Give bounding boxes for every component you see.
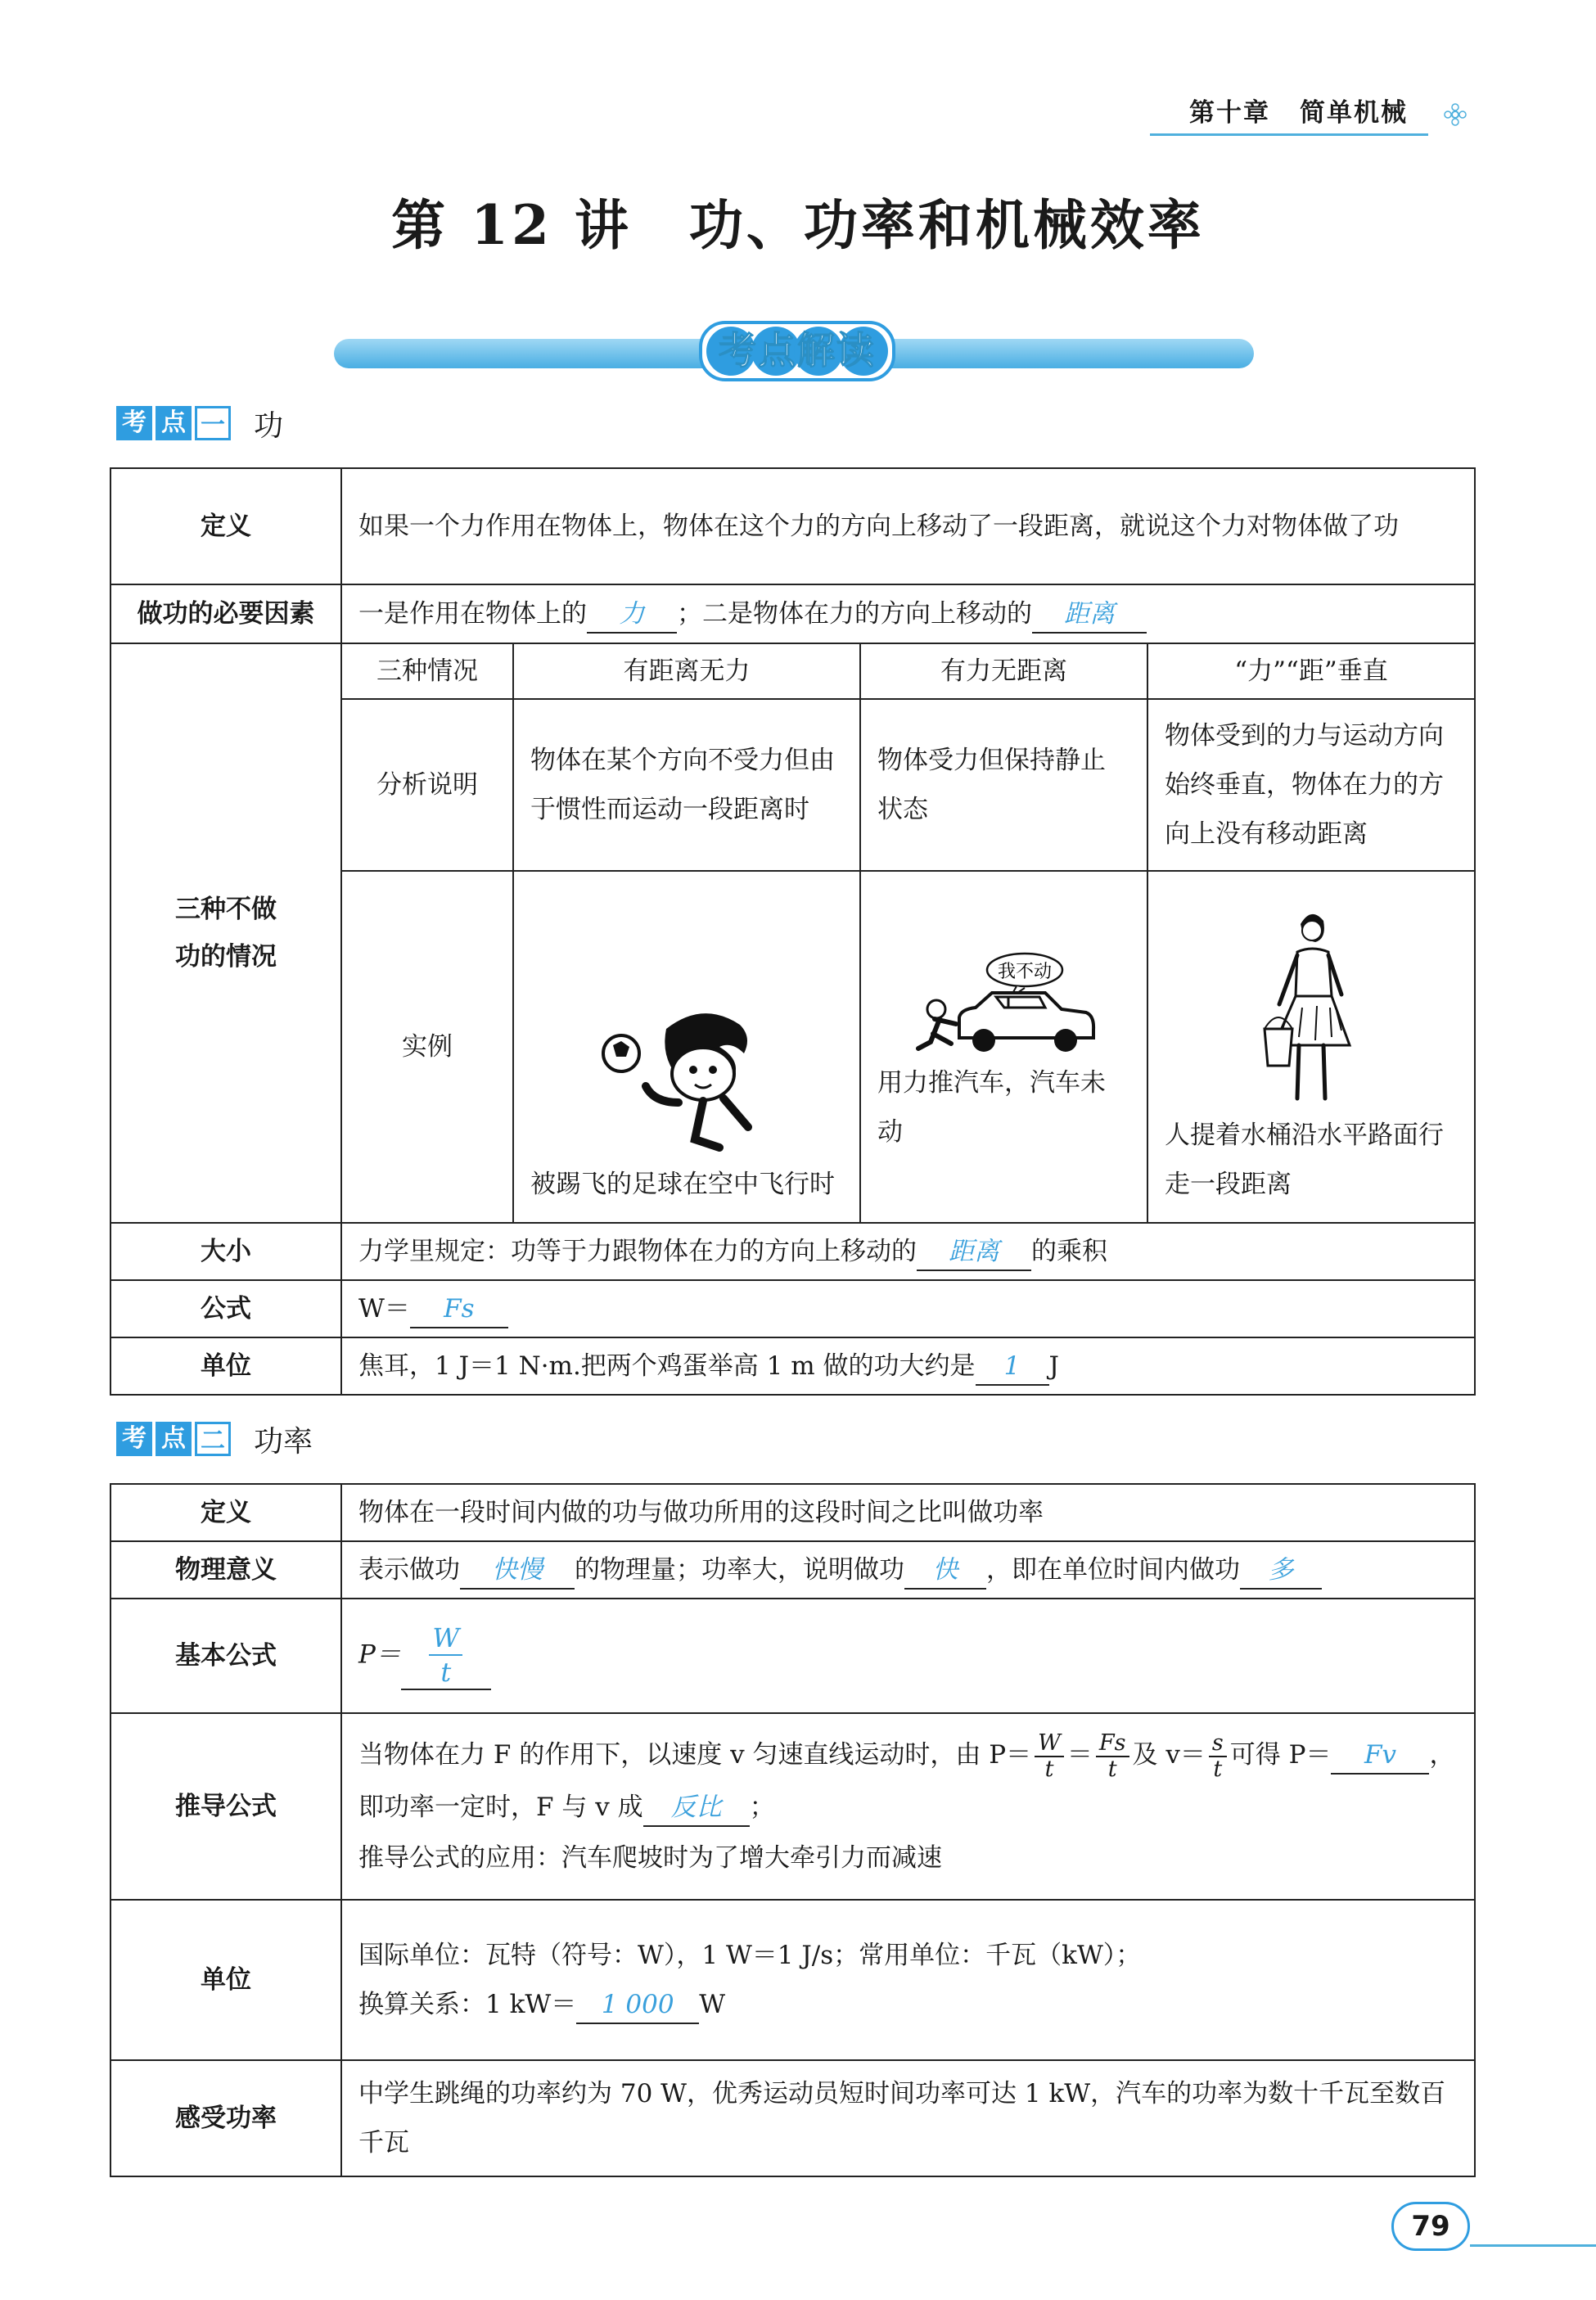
answer-blank-more: 多 <box>1240 1552 1322 1590</box>
basic-fraction <box>429 1621 462 1689</box>
answer-blank-speed: 快慢 <box>460 1552 575 1590</box>
answer-blank-inverse: 反比 <box>643 1789 750 1827</box>
example-3 <box>1147 871 1475 1223</box>
unit-line-2: 换算关系：1 kW＝ <box>358 1990 577 2019</box>
factors-text-1: 一是作用在物体上的 <box>358 599 587 629</box>
answer-blank-formula: Fs <box>410 1291 508 1328</box>
answer-blank-size: 距离 <box>917 1233 1031 1271</box>
example-1 <box>513 871 860 1223</box>
factors-cell <box>341 584 1475 643</box>
derive-line2-end: ； <box>749 1792 775 1822</box>
table-row <box>110 1599 1475 1713</box>
kicked-football-icon <box>588 1004 785 1160</box>
work-table <box>110 467 1476 1396</box>
lecture-number: 第 12 讲 <box>391 193 632 257</box>
section-2-heading <box>116 1420 313 1458</box>
section-2-title: 功率 <box>254 1424 313 1459</box>
size-text-2: 的乘积 <box>1031 1237 1107 1266</box>
example-2-text: 用力推汽车，汽车未动 <box>877 1068 1106 1147</box>
row-header-definition: 定义 <box>110 1484 341 1541</box>
table-row <box>110 1541 1475 1599</box>
power-unit-cell <box>341 1900 1475 2060</box>
fraction-w-t <box>1035 1731 1064 1782</box>
factors-text-2: ；二是物体在力的方向上移动的 <box>677 599 1032 629</box>
example-2 <box>860 871 1147 1223</box>
woman-carrying-bucket-icon <box>1250 906 1373 1111</box>
answer-blank-force: 力 <box>587 596 677 634</box>
frac2-den: t <box>1107 1756 1117 1782</box>
tag-dian: 点 <box>156 1422 192 1456</box>
frac2-num: Fs <box>1096 1731 1129 1757</box>
page-title <box>0 182 1596 259</box>
power-definition: 物体在一段时间内做的功与做功所用的这段时间之比叫做功率 <box>341 1484 1475 1541</box>
meaning-text-1: 表示做功 <box>358 1555 460 1585</box>
table-row <box>110 1337 1475 1395</box>
example-3-text: 人提着水桶沿水平路面行走一段距离 <box>1165 1121 1444 1199</box>
frac3-den: t <box>1213 1756 1223 1782</box>
push-car-icon <box>902 952 1107 1058</box>
header-underline <box>1150 133 1428 136</box>
row-header-unit: 单位 <box>110 1900 341 2060</box>
row-header-meaning: 物理意义 <box>110 1541 341 1599</box>
row-header-feel-power: 感受功率 <box>110 2060 341 2176</box>
derive-equals: ＝ <box>1066 1740 1093 1770</box>
derived-formula-cell <box>341 1713 1475 1900</box>
derive-text-4: ， <box>1429 1740 1455 1770</box>
fraction-s-t <box>1209 1731 1227 1782</box>
row-header-definition: 定义 <box>110 468 341 584</box>
feel-power-text: 中学生跳绳的功率约为 70 W，优秀运动员短时间功率可达 1 kW，汽车的功率为数十千瓦至数百千瓦 <box>341 2060 1475 2176</box>
fraction-fs-t <box>1096 1731 1129 1782</box>
answer-blank-kw: 1 000 <box>576 1987 699 2024</box>
analysis-label: 分析说明 <box>341 699 513 871</box>
tag-dian: 点 <box>156 406 192 440</box>
table-row <box>110 468 1475 584</box>
tag-kao: 考 <box>116 1422 152 1456</box>
derive-text-2: 及 v＝ <box>1132 1740 1206 1770</box>
tag-kao: 考 <box>116 406 152 440</box>
basic-formula-prefix: P＝ <box>358 1639 401 1670</box>
example-1-text: 被踢飞的足球在空中飞行时 <box>530 1170 835 1199</box>
derive-text-3: 可得 P＝ <box>1229 1740 1332 1770</box>
answer-blank-distance: 距离 <box>1032 596 1147 634</box>
derive-text-1: 当物体在力 F 的作用下，以速度 v 匀速直线运动时，由 P＝ <box>358 1740 1032 1770</box>
row-header-size: 大小 <box>110 1223 341 1280</box>
no-work-label: 三种不做功的情况 <box>175 894 277 972</box>
table-row <box>110 643 1475 699</box>
section-1-heading <box>116 404 283 442</box>
table-row <box>110 1280 1475 1337</box>
tag-number: 二 <box>195 1422 231 1456</box>
derive-line2-text: 即功率一定时，F 与 v 成 <box>358 1792 643 1822</box>
size-text-1: 力学里规定：功等于力跟物体在力的方向上移动的 <box>358 1237 917 1266</box>
table-row <box>110 1484 1475 1541</box>
page-number-line <box>1470 2244 1596 2247</box>
unit-line-2-end: W <box>699 1990 726 2019</box>
frac3-num: s <box>1209 1731 1227 1757</box>
formula-prefix: W＝ <box>358 1294 410 1324</box>
answer-blank-basic <box>401 1621 491 1690</box>
chapter-number: 第十章 <box>1189 98 1270 128</box>
basic-numerator: W <box>429 1621 462 1656</box>
example-label: 实例 <box>341 871 513 1223</box>
chapter-title: 简单机械 <box>1300 98 1408 128</box>
row-header-factors: 做功的必要因素 <box>110 584 341 643</box>
table-row <box>110 1900 1475 2060</box>
chapter-header <box>1189 92 1408 129</box>
banner-title: 考点解读 <box>719 328 876 372</box>
basic-denominator: t <box>440 1657 452 1688</box>
meaning-cell <box>341 1541 1475 1599</box>
unit-text-1: 焦耳，1 J＝1 N·m.把两个鸡蛋举高 1 m 做的功大约是 <box>358 1351 976 1381</box>
size-cell <box>341 1223 1475 1280</box>
unit-cell <box>341 1337 1475 1395</box>
lecture-topic: 功、功率和机械效率 <box>688 193 1205 257</box>
row-header-basic-formula: 基本公式 <box>110 1599 341 1713</box>
analysis-3: 物体受到的力与运动方向始终垂直，物体在力的方向上没有移动距离 <box>1147 699 1475 871</box>
table-row <box>110 1223 1475 1280</box>
analysis-2: 物体受力但保持静止状态 <box>860 699 1147 871</box>
table-row <box>110 584 1475 643</box>
col-header-force-no-distance: 有力无距离 <box>860 643 1147 699</box>
power-table <box>110 1483 1476 2177</box>
row-header-no-work <box>110 643 341 1223</box>
col-header-perpendicular: “力”“距”垂直 <box>1147 643 1475 699</box>
frac1-den: t <box>1044 1756 1054 1782</box>
section-1-title: 功 <box>254 408 284 443</box>
row-header-unit: 单位 <box>110 1337 341 1395</box>
formula-cell <box>341 1280 1475 1337</box>
flower-ornament-icon <box>1443 102 1468 127</box>
meaning-text-3: ，即在单位时间内做功 <box>986 1555 1240 1585</box>
analysis-1: 物体在某个方向不受力但由于惯性而运动一段距离时 <box>513 699 860 871</box>
meaning-text-2: 的物理量；功率大，说明做功 <box>575 1555 904 1585</box>
answer-blank-fast: 快 <box>904 1552 986 1590</box>
bubble-text: 我不动 <box>997 962 1052 982</box>
row-header-derived-formula: 推导公式 <box>110 1713 341 1900</box>
page-number: 79 <box>1391 2202 1470 2251</box>
table-row <box>110 1713 1475 1900</box>
definition-text: 如果一个力作用在物体上，物体在这个力的方向上移动了一段距离，就说这个力对物体做了功 <box>341 468 1475 584</box>
col-header-distance-no-force: 有距离无力 <box>513 643 860 699</box>
unit-text-2: J <box>1048 1351 1059 1381</box>
row-header-formula: 公式 <box>110 1280 341 1337</box>
col-header-cases: 三种情况 <box>341 643 513 699</box>
table-row <box>110 2060 1475 2176</box>
basic-formula-cell <box>341 1599 1475 1713</box>
answer-blank-fv: Fv <box>1331 1737 1429 1775</box>
answer-blank-joule: 1 <box>976 1348 1049 1386</box>
unit-line-1: 国际单位：瓦特（符号：W），1 W＝1 J/s；常用单位：千瓦（kW）； <box>358 1941 1142 1970</box>
tag-number: 一 <box>195 406 231 440</box>
derive-line3-text: 推导公式的应用：汽车爬坡时为了增大牵引力而减速 <box>358 1842 942 1873</box>
frac1-num: W <box>1035 1731 1064 1757</box>
